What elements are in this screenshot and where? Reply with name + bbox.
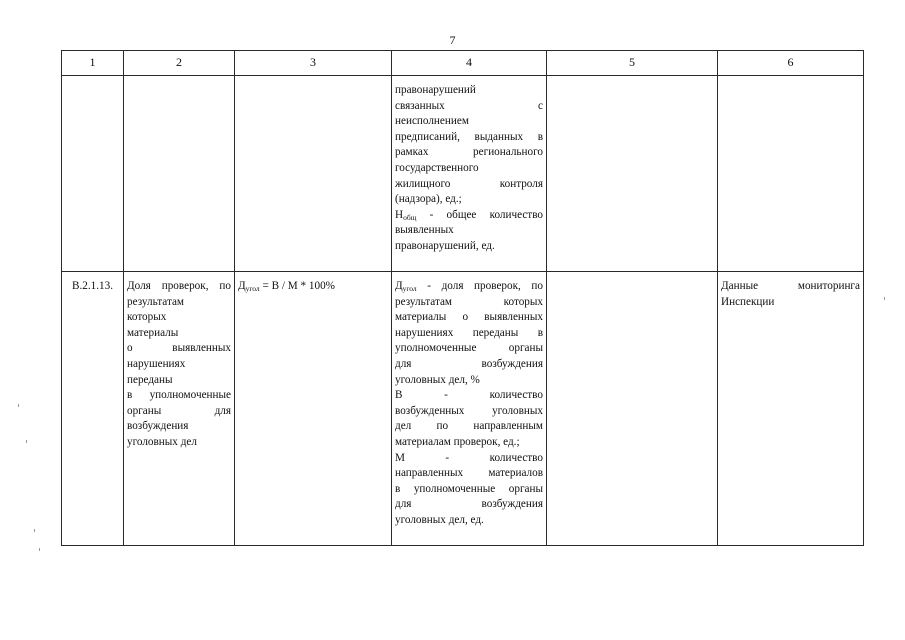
variable: Н: [395, 208, 404, 221]
text-line: правонарушений, ед.: [395, 239, 495, 252]
column-header-2: 2: [124, 51, 235, 76]
formula-expression: = В / М * 100%: [259, 280, 335, 292]
text-line: о выявленных: [127, 342, 231, 355]
text-line: возбуждения: [127, 420, 189, 433]
scan-speck: [884, 297, 885, 300]
text-line: материалам проверок, ед.;: [395, 435, 520, 448]
text-line: для возбуждения: [395, 357, 543, 370]
scan-speck: [34, 529, 35, 532]
text-line: нарушениях переданы в: [395, 326, 543, 339]
text-line: для возбуждения: [395, 498, 543, 511]
column-header-5: 5: [547, 51, 718, 76]
text-fragment: - доля проверок, по: [416, 280, 543, 292]
indicator-name: [124, 272, 235, 546]
scan-speck: [39, 548, 40, 551]
text-line: органы для: [127, 404, 231, 417]
page-number: 7: [449, 33, 456, 47]
indicator-formula: [235, 272, 392, 546]
column-header-3: 3: [235, 51, 392, 76]
cell-name-empty: [124, 76, 235, 272]
cell-code-empty: [62, 76, 124, 272]
text-line: которых: [127, 311, 167, 324]
text-line: государственного: [395, 161, 479, 174]
text-line: результатам: [127, 295, 185, 308]
text-line: Инспекции: [721, 295, 775, 308]
cell-source-empty: [718, 76, 864, 272]
table-row-indicator: [62, 272, 864, 546]
text-line: М - количество: [395, 451, 543, 464]
text-line: уполномоченные органы: [395, 342, 543, 355]
variable-subscript: общ: [403, 212, 417, 222]
text-line: направленных материалов: [395, 467, 543, 480]
text-line: рамках регионального: [395, 146, 543, 159]
text-fragment: - общее количество: [416, 208, 543, 221]
variable-subscript: угол: [245, 284, 260, 293]
text-line: возбужденных уголовных: [395, 404, 543, 417]
text-line: выявленных: [395, 224, 454, 237]
text-line: правонарушений: [395, 84, 476, 96]
text-line: материалы о выявленных: [395, 311, 543, 324]
text-line: нарушениях: [127, 357, 186, 370]
column-header-4: 4: [392, 51, 547, 76]
text-line: в уполномоченные органы: [395, 482, 543, 495]
indicator-description: [392, 272, 547, 546]
text-line: жилищного контроля: [395, 177, 543, 190]
text-line: материалы: [127, 326, 179, 339]
cell-description-continued: [392, 76, 547, 272]
text-line: предписаний, выданных в: [395, 130, 543, 143]
cell-col5-empty: [547, 76, 718, 272]
text-line: [395, 208, 543, 224]
text-line: уголовных дел, %: [395, 373, 480, 386]
text-line: неисполнением: [395, 115, 469, 128]
indicators-table: [61, 50, 864, 546]
scan-speck: [26, 440, 27, 443]
indicator-code: В.2.1.13.: [62, 272, 124, 546]
table-header-row: [62, 51, 864, 76]
text-line: уголовных дел: [127, 435, 197, 448]
text-line: Данные мониторинга: [721, 280, 860, 292]
text-line: [395, 279, 543, 295]
cell-formula-empty: [235, 76, 392, 272]
text-line: переданы: [127, 373, 173, 386]
text-line: (надзора), ед.;: [395, 193, 462, 206]
column-header-1: 1: [62, 51, 124, 76]
table-row-continuation: [62, 76, 864, 272]
text-line: в уполномоченные: [127, 389, 231, 402]
text-line: Доля проверок, по: [127, 280, 231, 292]
text-line: дел по направленным: [395, 420, 543, 433]
text-line: связанных с: [395, 99, 543, 112]
variable-subscript: угол: [402, 284, 417, 293]
variable: Д: [395, 280, 403, 292]
text-line: уголовных дел, ед.: [395, 513, 484, 526]
column-header-6: 6: [718, 51, 864, 76]
scan-speck: [18, 404, 19, 407]
variable: Д: [238, 280, 246, 292]
text-line: результатам которых: [395, 295, 543, 308]
data-source: [718, 272, 864, 546]
cell-col5-empty: [547, 272, 718, 546]
text-line: В - количество: [395, 389, 543, 402]
